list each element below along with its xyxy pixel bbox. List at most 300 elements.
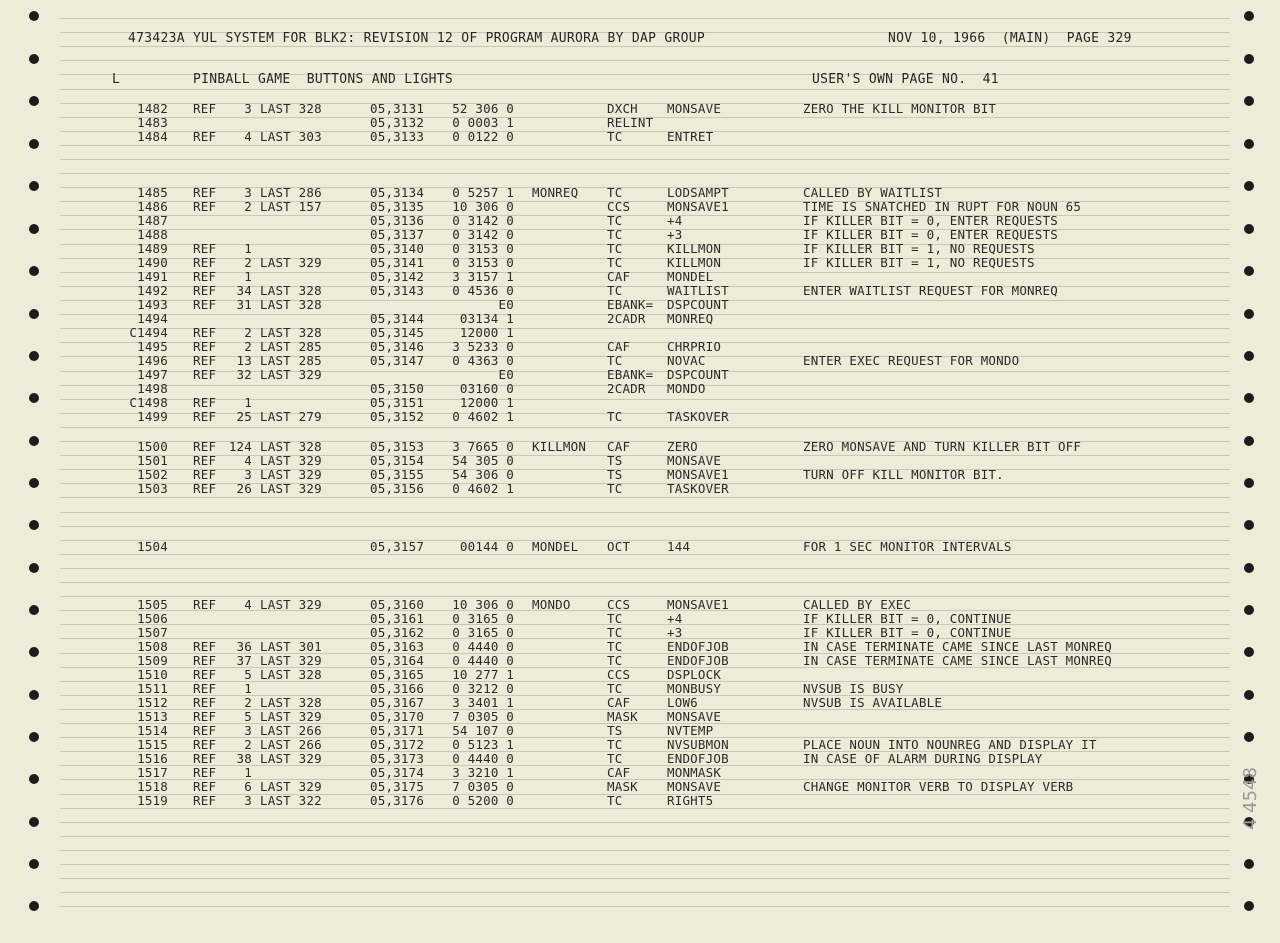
comment: ZERO MONSAVE AND TURN KILLER BIT OFF: [803, 439, 1082, 454]
ref-marker: REF: [193, 241, 217, 256]
comment: IF KILLER BIT = 0, ENTER REQUESTS: [803, 227, 1058, 242]
operand: ENDOFJOB: [667, 639, 729, 654]
opcode: MASK: [607, 779, 638, 794]
last-page: LAST 279: [260, 409, 322, 424]
ref-count: 3: [244, 793, 252, 808]
feed-hole: [29, 901, 39, 911]
ref-count: 26: [236, 481, 252, 496]
operand: MONSAVE: [667, 453, 722, 468]
last-page: LAST 157: [260, 199, 322, 214]
line-number: 1496: [137, 353, 168, 368]
operand: TASKOVER: [667, 409, 729, 424]
line-number: 1509: [137, 653, 168, 668]
operand: LOW6: [667, 695, 698, 710]
last-page: LAST 329: [260, 255, 322, 270]
ref-count: 2: [244, 199, 252, 214]
opcode: CAF: [607, 439, 631, 454]
opcode: TS: [607, 453, 623, 468]
line-number: 1514: [137, 723, 168, 738]
ref-count: 34: [236, 283, 252, 298]
opcode: CAF: [607, 765, 631, 780]
opcode: TC: [607, 283, 623, 298]
line-number: 1492: [137, 283, 168, 298]
feed-hole: [1244, 605, 1254, 615]
feed-hole: [29, 54, 39, 64]
ref-marker: REF: [193, 395, 217, 410]
feed-hole: [1244, 520, 1254, 530]
rule-line: [60, 526, 1230, 527]
comment: NVSUB IS BUSY: [803, 681, 904, 696]
feed-hole: [29, 309, 39, 319]
ref-marker: REF: [193, 367, 217, 382]
opcode: RELINT: [607, 115, 654, 130]
line-number: 1505: [137, 597, 168, 612]
last-page: LAST 303: [260, 129, 322, 144]
ref-count: 5: [244, 709, 252, 724]
comment: IF KILLER BIT = 0, CONTINUE: [803, 625, 1012, 640]
octal-value: 0 0122 0: [452, 129, 514, 144]
ref-count: 2: [244, 695, 252, 710]
rule-line: [60, 540, 1230, 541]
operand: KILLMON: [667, 255, 722, 270]
octal-value: 3 3157 1: [452, 269, 514, 284]
line-number: 1504: [137, 539, 168, 554]
address: 05,3151: [370, 395, 425, 410]
ref-count: 6: [244, 779, 252, 794]
last-page: LAST 266: [260, 723, 322, 738]
ref-marker: REF: [193, 255, 217, 270]
ref-marker: REF: [193, 409, 217, 424]
line-number: 1506: [137, 611, 168, 626]
address: 05,3146: [370, 339, 425, 354]
ref-count: 2: [244, 339, 252, 354]
last-page: LAST 328: [260, 101, 322, 116]
octal-value: 0 3212 0: [452, 681, 514, 696]
ref-count: 31: [236, 297, 252, 312]
line-number: 1511: [137, 681, 168, 696]
line-number: 1493: [137, 297, 168, 312]
line-number: 1490: [137, 255, 168, 270]
ref-count: 37: [236, 653, 252, 668]
feed-hole: [1244, 563, 1254, 573]
feed-hole: [29, 96, 39, 106]
label: MONREQ: [532, 185, 579, 200]
ref-count: 3: [244, 467, 252, 482]
address: 05,3142: [370, 269, 425, 284]
octal-value: 3 3401 1: [452, 695, 514, 710]
operand: NVSUBMON: [667, 737, 729, 752]
opcode: TC: [607, 353, 623, 368]
line-number: 1508: [137, 639, 168, 654]
octal-value: 0 4440 0: [452, 751, 514, 766]
feed-hole: [29, 647, 39, 657]
operand: NVTEMP: [667, 723, 714, 738]
ref-count: 3: [244, 723, 252, 738]
ref-count: 3: [244, 101, 252, 116]
address: 05,3141: [370, 255, 425, 270]
column-l-label: L: [112, 72, 121, 87]
operand: ZERO: [667, 439, 698, 454]
comment: IN CASE TERMINATE CAME SINCE LAST MONREQ: [803, 653, 1113, 668]
last-page: LAST 329: [260, 367, 322, 382]
feed-hole: [29, 563, 39, 573]
ref-count: 4: [244, 597, 252, 612]
opcode: TC: [607, 737, 623, 752]
octal-value: 0 4536 0: [452, 283, 514, 298]
address: 05,3172: [370, 737, 425, 752]
label: MONDEL: [532, 539, 579, 554]
opcode: CAF: [607, 339, 631, 354]
ref-marker: REF: [193, 653, 217, 668]
ref-count: 2: [244, 737, 252, 752]
operand: NOVAC: [667, 353, 706, 368]
comment: ENTER WAITLIST REQUEST FOR MONREQ: [803, 283, 1058, 298]
comment: IN CASE OF ALARM DURING DISPLAY: [803, 751, 1043, 766]
octal-value: 0 4602 1: [452, 481, 514, 496]
ref-marker: REF: [193, 695, 217, 710]
feed-hole: [29, 11, 39, 21]
opcode: TC: [607, 185, 623, 200]
ref-count: 4: [244, 453, 252, 468]
rule-line: [60, 864, 1230, 865]
ref-count: 1: [244, 681, 252, 696]
last-page: LAST 329: [260, 467, 322, 482]
opcode: TS: [607, 467, 623, 482]
rule-line: [60, 427, 1230, 428]
opcode: TC: [607, 653, 623, 668]
octal-value: 03160 0: [459, 381, 514, 396]
last-page: LAST 329: [260, 453, 322, 468]
ref-marker: REF: [193, 325, 217, 340]
comment: ZERO THE KILL MONITOR BIT: [803, 101, 997, 116]
operand: +3: [667, 625, 683, 640]
rule-line: [60, 878, 1230, 879]
operand: DSPCOUNT: [667, 297, 729, 312]
address: 05,3162: [370, 625, 425, 640]
octal-value: 10 306 0: [452, 199, 514, 214]
last-page: LAST 328: [260, 297, 322, 312]
octal-value: 0 3165 0: [452, 625, 514, 640]
line-number: 1516: [137, 751, 168, 766]
octal-value: 7 0305 0: [452, 709, 514, 724]
opcode: EBANK=: [607, 297, 654, 312]
feed-hole: [29, 817, 39, 827]
last-page: LAST 329: [260, 709, 322, 724]
ref-count: 2: [244, 255, 252, 270]
address: 05,3156: [370, 481, 425, 496]
opcode: TS: [607, 723, 623, 738]
last-page: LAST 329: [260, 653, 322, 668]
comment: IF KILLER BIT = 0, CONTINUE: [803, 611, 1012, 626]
ref-count: 4: [244, 129, 252, 144]
opcode: TC: [607, 213, 623, 228]
last-page: LAST 301: [260, 639, 322, 654]
feed-hole: [29, 774, 39, 784]
rule-line: [60, 497, 1230, 498]
octal-value: 3 3210 1: [452, 765, 514, 780]
feed-hole: [29, 393, 39, 403]
address: 05,3143: [370, 283, 425, 298]
opcode: CAF: [607, 269, 631, 284]
operand: RIGHT5: [667, 793, 714, 808]
address: 05,3132: [370, 115, 425, 130]
line-number: 1513: [137, 709, 168, 724]
ref-marker: REF: [193, 793, 217, 808]
rule-line: [60, 850, 1230, 851]
line-number: 1510: [137, 667, 168, 682]
operand: MONDO: [667, 381, 706, 396]
listing-title: 473423A YUL SYSTEM FOR BLK2: REVISION 12 OF PROGRAM AURORA BY DAP GROUP: [128, 31, 705, 46]
ref-marker: REF: [193, 481, 217, 496]
rule-line: [60, 159, 1230, 160]
feed-hole: [1244, 224, 1254, 234]
label: MONDO: [532, 597, 571, 612]
address: 05,3164: [370, 653, 425, 668]
feed-hole: [1244, 96, 1254, 106]
operand: 144: [667, 539, 691, 554]
operand: MONSAVE: [667, 779, 722, 794]
opcode: TC: [607, 481, 623, 496]
opcode: TC: [607, 255, 623, 270]
last-page: LAST 266: [260, 737, 322, 752]
comment: FOR 1 SEC MONITOR INTERVALS: [803, 539, 1012, 554]
address: 05,3150: [370, 381, 425, 396]
feed-hole: [1244, 859, 1254, 869]
ref-marker: REF: [193, 723, 217, 738]
operand: ENDOFJOB: [667, 751, 729, 766]
ref-marker: REF: [193, 667, 217, 682]
feed-hole: [29, 224, 39, 234]
line-number: 1501: [137, 453, 168, 468]
rule-line: [60, 512, 1230, 513]
address: 05,3165: [370, 667, 425, 682]
address: 05,3144: [370, 311, 425, 326]
feed-hole: [29, 266, 39, 276]
ref-marker: REF: [193, 199, 217, 214]
comment: CHANGE MONITOR VERB TO DISPLAY VERB: [803, 779, 1074, 794]
comment: PLACE NOUN INTO NOUNREG AND DISPLAY IT: [803, 737, 1097, 752]
comment: IN CASE TERMINATE CAME SINCE LAST MONREQ: [803, 639, 1113, 654]
address: 05,3131: [370, 101, 425, 116]
operand: +3: [667, 227, 683, 242]
last-page: LAST 285: [260, 353, 322, 368]
octal-value: 0 4363 0: [452, 353, 514, 368]
opcode: 2CADR: [607, 311, 646, 326]
ref-marker: REF: [193, 269, 217, 284]
ref-marker: REF: [193, 639, 217, 654]
address: 05,3147: [370, 353, 425, 368]
ref-count: 1: [244, 241, 252, 256]
operand: LODSAMPT: [667, 185, 729, 200]
ref-count: 38: [236, 751, 252, 766]
address: 05,3152: [370, 409, 425, 424]
rule-line: [60, 173, 1230, 174]
last-page: LAST 328: [260, 695, 322, 710]
octal-value: 0 3165 0: [452, 611, 514, 626]
address: 05,3163: [370, 639, 425, 654]
line-number: 1485: [137, 185, 168, 200]
ref-marker: REF: [193, 765, 217, 780]
octal-value: 0 5200 0: [452, 793, 514, 808]
address: 05,3167: [370, 695, 425, 710]
address: 05,3135: [370, 199, 425, 214]
ref-count: 25: [236, 409, 252, 424]
ref-marker: REF: [193, 737, 217, 752]
address: 05,3155: [370, 467, 425, 482]
line-number: 1503: [137, 481, 168, 496]
address: 05,3161: [370, 611, 425, 626]
opcode: CCS: [607, 667, 631, 682]
ref-count: 1: [244, 269, 252, 284]
feed-hole: [29, 139, 39, 149]
operand: MONSAVE: [667, 709, 722, 724]
ref-count: 5: [244, 667, 252, 682]
ref-marker: REF: [193, 339, 217, 354]
opcode: TC: [607, 751, 623, 766]
ref-marker: REF: [193, 709, 217, 724]
operand: MONMASK: [667, 765, 722, 780]
last-page: LAST 328: [260, 283, 322, 298]
operand: ENTRET: [667, 129, 714, 144]
operand: CHRPRIO: [667, 339, 722, 354]
last-page: LAST 329: [260, 779, 322, 794]
line-number: 1483: [137, 115, 168, 130]
address: 05,3173: [370, 751, 425, 766]
octal-value: 54 305 0: [452, 453, 514, 468]
address: 05,3136: [370, 213, 425, 228]
line-number: 1517: [137, 765, 168, 780]
feed-hole: [1244, 11, 1254, 21]
rule-line: [60, 836, 1230, 837]
address: 05,3153: [370, 439, 425, 454]
ref-count: 32: [236, 367, 252, 382]
ref-marker: REF: [193, 453, 217, 468]
address: 05,3170: [370, 709, 425, 724]
octal-value: 54 107 0: [452, 723, 514, 738]
line-number: C1494: [129, 325, 168, 340]
ref-count: 3: [244, 185, 252, 200]
opcode: CCS: [607, 199, 631, 214]
ref-marker: REF: [193, 439, 217, 454]
opcode: CAF: [607, 695, 631, 710]
feed-hole: [1244, 393, 1254, 403]
feed-hole: [1244, 54, 1254, 64]
line-number: 1499: [137, 409, 168, 424]
line-number: C1498: [129, 395, 168, 410]
opcode: MASK: [607, 709, 638, 724]
rule-line: [60, 18, 1230, 19]
comment: IF KILLER BIT = 1, NO REQUESTS: [803, 241, 1035, 256]
octal-value: 0 0003 1: [452, 115, 514, 130]
feed-hole: [1244, 478, 1254, 488]
opcode: TC: [607, 227, 623, 242]
octal-value: E0: [498, 297, 514, 312]
rule-line: [60, 60, 1230, 61]
line-number: 1495: [137, 339, 168, 354]
line-number: 1494: [137, 311, 168, 326]
operand: +4: [667, 213, 683, 228]
opcode: DXCH: [607, 101, 638, 116]
address: 05,3171: [370, 723, 425, 738]
octal-value: 00144 0: [459, 539, 514, 554]
line-number: 1497: [137, 367, 168, 382]
octal-value: 0 3153 0: [452, 241, 514, 256]
operand: MONSAVE1: [667, 467, 729, 482]
rule-line: [60, 624, 1230, 625]
address: 05,3133: [370, 129, 425, 144]
last-page: LAST 328: [260, 667, 322, 682]
line-number: 1491: [137, 269, 168, 284]
ref-count: 13: [236, 353, 252, 368]
last-page: LAST 285: [260, 339, 322, 354]
feed-hole: [1244, 309, 1254, 319]
ref-marker: REF: [193, 467, 217, 482]
ref-count: 2: [244, 325, 252, 340]
ref-count: 124: [228, 439, 252, 454]
feed-hole: [1244, 732, 1254, 742]
octal-value: 10 277 1: [452, 667, 514, 682]
rule-line: [60, 568, 1230, 569]
comment: NVSUB IS AVAILABLE: [803, 695, 943, 710]
feed-hole: [1244, 266, 1254, 276]
address: 05,3134: [370, 185, 425, 200]
opcode: TC: [607, 639, 623, 654]
ref-marker: REF: [193, 129, 217, 144]
operand: +4: [667, 611, 683, 626]
octal-value: 12000 1: [459, 395, 514, 410]
feed-hole: [29, 478, 39, 488]
octal-value: 0 3142 0: [452, 213, 514, 228]
line-number: 1519: [137, 793, 168, 808]
line-number: 1500: [137, 439, 168, 454]
octal-value: 12000 1: [459, 325, 514, 340]
ref-count: 1: [244, 765, 252, 780]
octal-value: 0 4440 0: [452, 639, 514, 654]
comment: CALLED BY WAITLIST: [803, 185, 943, 200]
rule-line: [60, 822, 1230, 823]
feed-hole: [29, 605, 39, 615]
rule-line: [60, 596, 1230, 597]
last-page: LAST 329: [260, 597, 322, 612]
line-number: 1512: [137, 695, 168, 710]
address: 05,3160: [370, 597, 425, 612]
last-page: LAST 286: [260, 185, 322, 200]
feed-hole: [1244, 436, 1254, 446]
line-number: 1498: [137, 381, 168, 396]
user-page-number: USER'S OWN PAGE NO. 41: [812, 72, 999, 87]
address: 05,3175: [370, 779, 425, 794]
last-page: LAST 328: [260, 439, 322, 454]
feed-hole: [1244, 181, 1254, 191]
operand: MONDEL: [667, 269, 714, 284]
comment: ENTER EXEC REQUEST FOR MONDO: [803, 353, 1020, 368]
octal-value: 0 5257 1: [452, 185, 514, 200]
line-number: 1486: [137, 199, 168, 214]
octal-value: 7 0305 0: [452, 779, 514, 794]
rule-line: [60, 89, 1230, 90]
ref-marker: REF: [193, 751, 217, 766]
listing-date-page: NOV 10, 1966 (MAIN) PAGE 329: [888, 31, 1132, 46]
last-page: LAST 329: [260, 751, 322, 766]
octal-value: 03134 1: [459, 311, 514, 326]
operand: MONREQ: [667, 311, 714, 326]
opcode: TC: [607, 611, 623, 626]
opcode: TC: [607, 409, 623, 424]
opcode: OCT: [607, 539, 631, 554]
rule-line: [60, 554, 1230, 555]
operand: KILLMON: [667, 241, 722, 256]
octal-value: 52 306 0: [452, 101, 514, 116]
